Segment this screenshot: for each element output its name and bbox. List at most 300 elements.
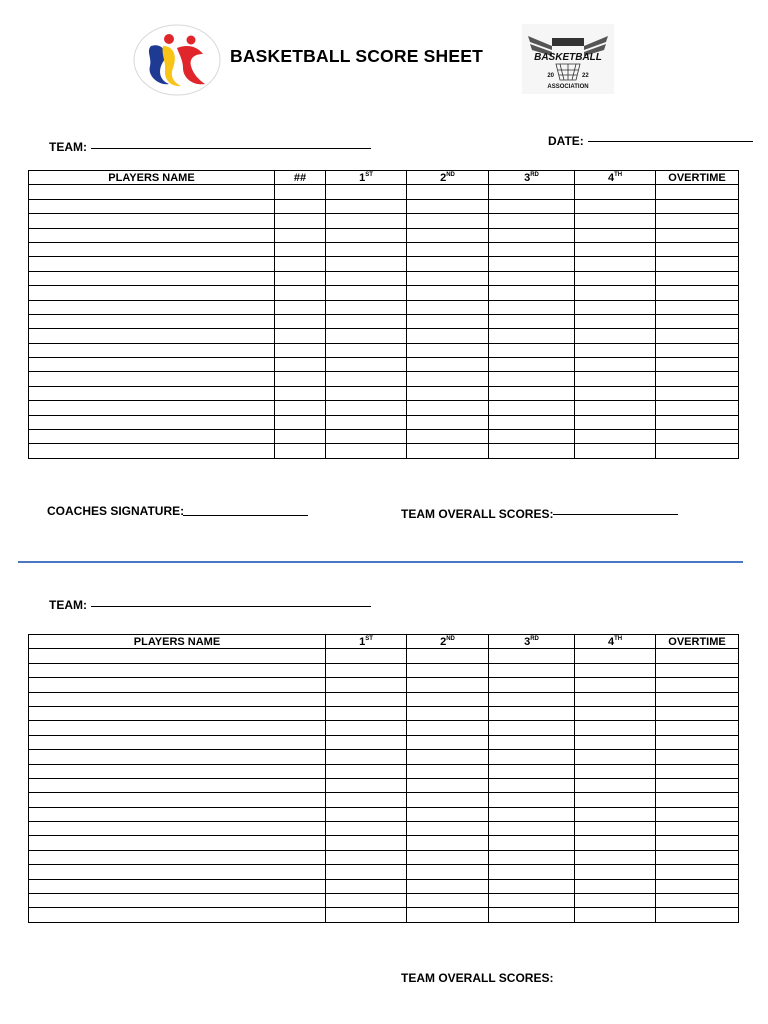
- score-cell[interactable]: [407, 185, 489, 199]
- score-cell[interactable]: [407, 894, 489, 908]
- player-name-cell[interactable]: [29, 358, 275, 372]
- score-cell[interactable]: [575, 721, 656, 735]
- score-cell[interactable]: [326, 692, 407, 706]
- team-overall-scores-line[interactable]: [553, 514, 678, 515]
- player-name-cell[interactable]: [29, 343, 275, 357]
- score-cell[interactable]: [407, 286, 489, 300]
- score-cell[interactable]: [489, 879, 575, 893]
- player-name-cell[interactable]: [29, 444, 275, 458]
- player-name-cell[interactable]: [29, 329, 275, 343]
- player-name-cell[interactable]: [29, 750, 326, 764]
- score-cell[interactable]: [656, 329, 739, 343]
- table-row: [29, 678, 739, 692]
- score-cell[interactable]: [407, 372, 489, 386]
- score-cell[interactable]: [407, 242, 489, 256]
- score-cell[interactable]: [489, 430, 575, 444]
- team-name-line[interactable]: [91, 148, 371, 149]
- player-name-cell[interactable]: [29, 415, 275, 429]
- score-cell[interactable]: [489, 228, 575, 242]
- score-cell[interactable]: [489, 721, 575, 735]
- score-cell[interactable]: [656, 271, 739, 285]
- score-cell[interactable]: [326, 750, 407, 764]
- player-name-cell[interactable]: [29, 764, 326, 778]
- score-cell[interactable]: [275, 372, 326, 386]
- score-cell[interactable]: [575, 343, 656, 357]
- score-cell[interactable]: [575, 750, 656, 764]
- score-cell[interactable]: [326, 663, 407, 677]
- score-cell[interactable]: [656, 372, 739, 386]
- score-cell[interactable]: [656, 793, 739, 807]
- score-cell[interactable]: [326, 793, 407, 807]
- score-table-2: [28, 634, 739, 923]
- score-cell[interactable]: [326, 678, 407, 692]
- table-row: [29, 663, 739, 677]
- player-name-cell[interactable]: [29, 865, 326, 879]
- score-cell[interactable]: [326, 764, 407, 778]
- table-row: [29, 300, 739, 314]
- score-cell[interactable]: [407, 199, 489, 213]
- score-cell[interactable]: [575, 836, 656, 850]
- score-cell[interactable]: [489, 214, 575, 228]
- score-cell[interactable]: [575, 286, 656, 300]
- score-cell[interactable]: [275, 199, 326, 213]
- logo-association-text: ASSOCIATION: [547, 84, 589, 90]
- score-cell[interactable]: [575, 199, 656, 213]
- score-cell[interactable]: [326, 372, 407, 386]
- score-cell[interactable]: [407, 807, 489, 821]
- col-4th: 4TH: [575, 635, 656, 649]
- score-cell[interactable]: [656, 865, 739, 879]
- score-cell[interactable]: [275, 286, 326, 300]
- score-cell[interactable]: [656, 214, 739, 228]
- score-cell[interactable]: [575, 822, 656, 836]
- player-name-cell[interactable]: [29, 271, 275, 285]
- team-label-2: TEAM:: [49, 598, 87, 612]
- score-cell[interactable]: [326, 908, 407, 922]
- score-cell[interactable]: [575, 894, 656, 908]
- score-cell[interactable]: [656, 242, 739, 256]
- score-cell[interactable]: [326, 879, 407, 893]
- player-name-cell[interactable]: [29, 879, 326, 893]
- table-row: [29, 214, 739, 228]
- score-cell[interactable]: [656, 343, 739, 357]
- player-name-cell[interactable]: [29, 692, 326, 706]
- score-cell[interactable]: [489, 358, 575, 372]
- player-name-cell[interactable]: [29, 430, 275, 444]
- score-cell[interactable]: [407, 314, 489, 328]
- score-cell[interactable]: [575, 908, 656, 922]
- player-name-cell[interactable]: [29, 678, 326, 692]
- col-4th: 4TH: [575, 171, 656, 185]
- score-cell[interactable]: [656, 444, 739, 458]
- score-cell[interactable]: [326, 314, 407, 328]
- score-cell[interactable]: [656, 721, 739, 735]
- score-cell[interactable]: [656, 706, 739, 720]
- score-cell[interactable]: [326, 721, 407, 735]
- score-cell[interactable]: [275, 358, 326, 372]
- score-cell[interactable]: [326, 865, 407, 879]
- score-cell[interactable]: [407, 836, 489, 850]
- score-cell[interactable]: [489, 314, 575, 328]
- player-name-cell[interactable]: [29, 706, 326, 720]
- score-cell[interactable]: [656, 358, 739, 372]
- score-cell[interactable]: [407, 706, 489, 720]
- date-line[interactable]: [588, 141, 753, 142]
- score-cell[interactable]: [407, 214, 489, 228]
- player-name-cell[interactable]: [29, 372, 275, 386]
- score-cell[interactable]: [326, 228, 407, 242]
- score-cell[interactable]: [489, 807, 575, 821]
- score-cell[interactable]: [326, 386, 407, 400]
- team-name-line-2[interactable]: [91, 606, 371, 607]
- score-cell[interactable]: [326, 850, 407, 864]
- player-name-cell[interactable]: [29, 894, 326, 908]
- score-cell[interactable]: [575, 372, 656, 386]
- score-cell[interactable]: [489, 185, 575, 199]
- score-cell[interactable]: [575, 401, 656, 415]
- score-cell[interactable]: [407, 678, 489, 692]
- col-3rd: 3RD: [489, 171, 575, 185]
- table-header-row: [29, 171, 739, 185]
- score-cell[interactable]: [489, 678, 575, 692]
- score-cell[interactable]: [489, 444, 575, 458]
- table-row: [29, 286, 739, 300]
- score-cell[interactable]: [489, 735, 575, 749]
- player-name-cell[interactable]: [29, 822, 326, 836]
- col-overtime: OVERTIME: [656, 635, 739, 649]
- team-overall-scores-label-2: TEAM OVERALL SCORES:: [401, 971, 554, 985]
- score-cell[interactable]: [275, 271, 326, 285]
- score-cell[interactable]: [575, 214, 656, 228]
- score-cell[interactable]: [575, 807, 656, 821]
- score-cell[interactable]: [656, 386, 739, 400]
- player-name-cell[interactable]: [29, 300, 275, 314]
- score-cell[interactable]: [575, 257, 656, 271]
- score-cell[interactable]: [326, 735, 407, 749]
- score-cell[interactable]: [275, 228, 326, 242]
- score-cell[interactable]: [656, 228, 739, 242]
- score-cell[interactable]: [656, 415, 739, 429]
- table-row: [29, 415, 739, 429]
- player-name-cell[interactable]: [29, 242, 275, 256]
- score-cell[interactable]: [656, 750, 739, 764]
- score-cell[interactable]: [656, 199, 739, 213]
- score-cell[interactable]: [656, 894, 739, 908]
- player-name-cell[interactable]: [29, 663, 326, 677]
- table-row: [29, 329, 739, 343]
- score-cell[interactable]: [326, 214, 407, 228]
- table-row: [29, 372, 739, 386]
- score-cell[interactable]: [656, 401, 739, 415]
- score-cell[interactable]: [575, 329, 656, 343]
- score-cell[interactable]: [489, 415, 575, 429]
- score-cell[interactable]: [407, 850, 489, 864]
- score-cell[interactable]: [575, 764, 656, 778]
- score-cell[interactable]: [407, 343, 489, 357]
- score-cell[interactable]: [575, 663, 656, 677]
- player-name-cell[interactable]: [29, 735, 326, 749]
- player-name-cell[interactable]: [29, 214, 275, 228]
- score-cell[interactable]: [489, 663, 575, 677]
- score-cell[interactable]: [275, 401, 326, 415]
- score-cell[interactable]: [407, 778, 489, 792]
- score-cell[interactable]: [489, 706, 575, 720]
- table-row: [29, 764, 739, 778]
- player-name-cell[interactable]: [29, 401, 275, 415]
- score-cell[interactable]: [326, 415, 407, 429]
- score-cell[interactable]: [407, 908, 489, 922]
- score-cell[interactable]: [326, 271, 407, 285]
- score-cell[interactable]: [326, 807, 407, 821]
- score-cell[interactable]: [656, 257, 739, 271]
- score-cell[interactable]: [275, 257, 326, 271]
- table-row: [29, 199, 739, 213]
- score-cell[interactable]: [407, 401, 489, 415]
- score-cell[interactable]: [489, 242, 575, 256]
- score-cell[interactable]: [575, 649, 656, 663]
- score-cell[interactable]: [326, 894, 407, 908]
- score-cell[interactable]: [489, 329, 575, 343]
- score-cell[interactable]: [275, 415, 326, 429]
- score-cell[interactable]: [656, 185, 739, 199]
- player-name-cell[interactable]: [29, 185, 275, 199]
- score-cell[interactable]: [656, 822, 739, 836]
- score-cell[interactable]: [489, 836, 575, 850]
- player-name-cell[interactable]: [29, 257, 275, 271]
- score-cell[interactable]: [489, 778, 575, 792]
- score-cell[interactable]: [656, 678, 739, 692]
- score-cell[interactable]: [407, 822, 489, 836]
- player-name-cell[interactable]: [29, 793, 326, 807]
- score-cell[interactable]: [575, 242, 656, 256]
- score-cell[interactable]: [407, 329, 489, 343]
- score-cell[interactable]: [326, 257, 407, 271]
- score-cell[interactable]: [407, 649, 489, 663]
- score-cell[interactable]: [275, 343, 326, 357]
- table-row: [29, 649, 739, 663]
- score-cell[interactable]: [656, 663, 739, 677]
- score-cell[interactable]: [575, 228, 656, 242]
- player-name-cell[interactable]: [29, 836, 326, 850]
- table-row: [29, 822, 739, 836]
- score-cell[interactable]: [407, 692, 489, 706]
- score-cell[interactable]: [489, 372, 575, 386]
- table-row: [29, 735, 739, 749]
- score-cell[interactable]: [326, 242, 407, 256]
- score-cell[interactable]: [407, 300, 489, 314]
- player-name-cell[interactable]: [29, 778, 326, 792]
- score-cell[interactable]: [326, 778, 407, 792]
- score-cell[interactable]: [407, 444, 489, 458]
- score-cell[interactable]: [656, 807, 739, 821]
- score-cell[interactable]: [575, 778, 656, 792]
- table-row: [29, 343, 739, 357]
- table-row: [29, 444, 739, 458]
- score-cell[interactable]: [489, 386, 575, 400]
- score-cell[interactable]: [326, 300, 407, 314]
- score-cell[interactable]: [656, 778, 739, 792]
- score-cell[interactable]: [656, 850, 739, 864]
- score-cell[interactable]: [326, 199, 407, 213]
- score-cell[interactable]: [575, 865, 656, 879]
- score-cell[interactable]: [326, 706, 407, 720]
- table-row: [29, 185, 739, 199]
- logo-year-right: 22: [582, 73, 589, 79]
- player-name-cell[interactable]: [29, 807, 326, 821]
- event-logo: [133, 24, 221, 96]
- score-cell[interactable]: [407, 271, 489, 285]
- coaches-signature-label: COACHES SIGNATURE:: [47, 504, 185, 518]
- table-header-row: [29, 635, 739, 649]
- player-name-cell[interactable]: [29, 649, 326, 663]
- score-cell[interactable]: [326, 444, 407, 458]
- score-cell[interactable]: [656, 430, 739, 444]
- score-cell[interactable]: [326, 329, 407, 343]
- player-name-cell[interactable]: [29, 386, 275, 400]
- score-cell[interactable]: [575, 386, 656, 400]
- score-cell[interactable]: [275, 300, 326, 314]
- score-cell[interactable]: [575, 358, 656, 372]
- score-cell[interactable]: [489, 199, 575, 213]
- score-cell[interactable]: [326, 822, 407, 836]
- score-cell[interactable]: [489, 894, 575, 908]
- table-row: [29, 807, 739, 821]
- score-cell[interactable]: [326, 430, 407, 444]
- score-cell[interactable]: [575, 430, 656, 444]
- score-cell[interactable]: [656, 286, 739, 300]
- score-cell[interactable]: [575, 678, 656, 692]
- score-cell[interactable]: [275, 214, 326, 228]
- score-cell[interactable]: [575, 850, 656, 864]
- score-cell[interactable]: [575, 415, 656, 429]
- score-cell[interactable]: [407, 257, 489, 271]
- score-cell[interactable]: [575, 444, 656, 458]
- score-cell[interactable]: [656, 735, 739, 749]
- player-name-cell[interactable]: [29, 314, 275, 328]
- score-cell[interactable]: [407, 764, 489, 778]
- score-cell[interactable]: [489, 343, 575, 357]
- team-label: TEAM:: [49, 140, 87, 154]
- score-cell[interactable]: [489, 793, 575, 807]
- score-cell[interactable]: [575, 706, 656, 720]
- score-cell[interactable]: [575, 271, 656, 285]
- score-cell[interactable]: [575, 300, 656, 314]
- player-name-cell[interactable]: [29, 721, 326, 735]
- score-cell[interactable]: [407, 793, 489, 807]
- score-cell[interactable]: [489, 865, 575, 879]
- score-cell[interactable]: [575, 793, 656, 807]
- score-cell[interactable]: [656, 764, 739, 778]
- score-cell[interactable]: [407, 415, 489, 429]
- score-cell[interactable]: [575, 314, 656, 328]
- score-cell[interactable]: [407, 750, 489, 764]
- score-cell[interactable]: [656, 692, 739, 706]
- score-cell[interactable]: [326, 836, 407, 850]
- score-cell[interactable]: [489, 286, 575, 300]
- score-cell[interactable]: [407, 430, 489, 444]
- score-cell[interactable]: [489, 257, 575, 271]
- score-cell[interactable]: [275, 386, 326, 400]
- table-row: [29, 358, 739, 372]
- table-row: [29, 879, 739, 893]
- score-cell[interactable]: [326, 649, 407, 663]
- score-cell[interactable]: [326, 401, 407, 415]
- score-cell[interactable]: [489, 750, 575, 764]
- logo-basketball-text: BASKETBALL: [534, 52, 602, 63]
- score-cell[interactable]: [326, 358, 407, 372]
- score-cell[interactable]: [656, 836, 739, 850]
- player-name-cell[interactable]: [29, 286, 275, 300]
- score-cell[interactable]: [407, 358, 489, 372]
- col-players-name: PLAYERS NAME: [29, 171, 275, 185]
- score-cell[interactable]: [407, 879, 489, 893]
- score-cell[interactable]: [275, 430, 326, 444]
- player-name-cell[interactable]: [29, 850, 326, 864]
- col-3rd: 3RD: [489, 635, 575, 649]
- score-cell[interactable]: [489, 401, 575, 415]
- score-cell[interactable]: [407, 386, 489, 400]
- score-cell[interactable]: [489, 692, 575, 706]
- player-name-cell[interactable]: [29, 228, 275, 242]
- score-cell[interactable]: [326, 185, 407, 199]
- page-title: BASKETBALL SCORE SHEET: [230, 46, 483, 66]
- score-cell[interactable]: [489, 822, 575, 836]
- score-cell[interactable]: [489, 649, 575, 663]
- score-cell[interactable]: [656, 649, 739, 663]
- score-cell[interactable]: [326, 343, 407, 357]
- player-name-cell[interactable]: [29, 199, 275, 213]
- score-cell[interactable]: [489, 764, 575, 778]
- logo-year-left: 20: [547, 73, 554, 79]
- score-cell[interactable]: [489, 850, 575, 864]
- table-row: [29, 257, 739, 271]
- score-cell[interactable]: [407, 721, 489, 735]
- table-row: [29, 750, 739, 764]
- score-cell[interactable]: [656, 314, 739, 328]
- table-row: [29, 228, 739, 242]
- score-cell[interactable]: [575, 879, 656, 893]
- score-cell[interactable]: [656, 300, 739, 314]
- score-cell[interactable]: [275, 329, 326, 343]
- score-cell[interactable]: [275, 444, 326, 458]
- score-cell[interactable]: [489, 908, 575, 922]
- date-label: DATE:: [548, 134, 584, 148]
- score-cell[interactable]: [575, 692, 656, 706]
- score-cell[interactable]: [656, 908, 739, 922]
- col-overtime: OVERTIME: [656, 171, 739, 185]
- table-row: [29, 793, 739, 807]
- score-cell[interactable]: [326, 286, 407, 300]
- table-row: [29, 908, 739, 922]
- score-cell[interactable]: [407, 663, 489, 677]
- score-cell[interactable]: [489, 300, 575, 314]
- score-cell[interactable]: [575, 185, 656, 199]
- score-cell[interactable]: [275, 314, 326, 328]
- col-players-name: PLAYERS NAME: [29, 635, 326, 649]
- score-cell[interactable]: [656, 879, 739, 893]
- player-name-cell[interactable]: [29, 908, 326, 922]
- score-cell[interactable]: [575, 735, 656, 749]
- col-2nd: 2ND: [407, 171, 489, 185]
- score-cell[interactable]: [407, 735, 489, 749]
- coaches-signature-line[interactable]: [183, 515, 308, 516]
- score-cell[interactable]: [407, 228, 489, 242]
- col-1st: 1ST: [326, 635, 407, 649]
- score-cell[interactable]: [489, 271, 575, 285]
- score-cell[interactable]: [407, 865, 489, 879]
- score-cell[interactable]: [275, 185, 326, 199]
- score-cell[interactable]: [275, 242, 326, 256]
